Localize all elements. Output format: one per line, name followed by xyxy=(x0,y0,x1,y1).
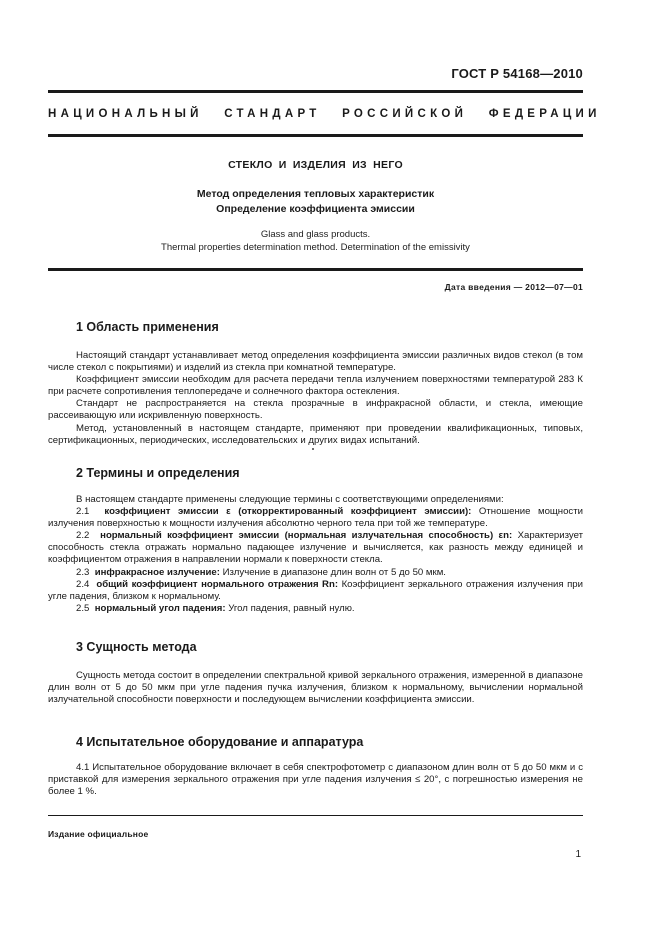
term-2-5: 2.5 нормальный угол падения: Угол падения, равный нулю. xyxy=(76,602,355,614)
section-1-heading: 1 Область применения xyxy=(76,320,219,334)
s1-paragraph-2: Коэффициент эмиссии необходим для расчета передачи тепла излучением поверхностями температурой 283 К при расчете сопротивления теплопередаче и солнечного фактора остекления. xyxy=(48,374,583,398)
s1-paragraph-3: Стандарт не распространяется на стекла прозрачные в инфракрасной области, и стекла, имеющие рассеивающую или искривленную поверхность. xyxy=(48,398,583,422)
document-number: ГОСТ Р 54168—2010 xyxy=(451,66,583,81)
term-2-3: 2.3 инфракрасное излучение: Излучение в диапазоне длин волн от 5 до 50 мкм. xyxy=(76,566,446,578)
standard-subtitle-1: Метод определения тепловых характеристик xyxy=(196,188,435,200)
s1-paragraph-1: Настоящий стандарт устанавливает метод определения коэффициента эмиссии различных видов стекол (в том числе стекол с покрытиями) и изделий из стекла при комнатной температуре. xyxy=(48,350,583,374)
introduction-date: Дата введения — 2012—07—01 xyxy=(444,282,583,292)
national-standard-banner: НАЦИОНАЛЬНЫЙ СТАНДАРТ РОССИЙСКОЙ ФЕДЕРАЦИИ xyxy=(48,108,601,120)
section-3-heading: 3 Сущность метода xyxy=(76,640,197,654)
page-number: 1 xyxy=(575,849,581,860)
header-rule xyxy=(48,90,583,93)
s1-paragraph-4: Метод, установленный в настоящем стандарте, применяют при проведении квалификационных, типовых, сертификационных, периодических, исследовательских и других видах испытаний. xyxy=(48,422,583,446)
term-2-4: 2.4 общий коэффициент нормального отражения Rn: Коэффициент зеркального отражения излучения при угле падения, близком к нормальному. xyxy=(48,578,583,602)
section-4-body xyxy=(48,762,583,798)
section-4-heading: 4 Испытательное оборудование и аппаратура xyxy=(76,735,364,749)
s3-paragraph-1: Сущность метода состоит в определении спектральной кривой зеркального отражения, измеренной в диапазоне длин волн от 5 до 50 мкм при угле падения пучка излучения, близком к нормальному, вычислении нормальной излучательной способности поверхности и последующем вычислении коэффициента эмиссии. xyxy=(48,670,583,706)
official-edition-note: Издание официальное xyxy=(48,829,149,839)
standard-subtitle-2: Определение коэффициента эмиссии xyxy=(216,203,415,215)
section-3-body xyxy=(48,670,583,706)
term-2-2: 2.2 нормальный коэффициент эмиссии (нормальная излучательная способность) εn: Характеризует способность стекла отражать нормально падающее излучение и вычисляется, как разность между единицей и коэффициентом отражения в направлении нормали к поверхности стекла. xyxy=(48,530,583,566)
footer-rule xyxy=(48,815,583,816)
banner-rule xyxy=(48,134,583,137)
term-2-1: 2.1 коэффициент эмиссии ε (откорректированный коэффициент эмиссии): Отношение мощности излучения поверхностью к мощности излучения абсолютно черного тела при той же температуре. xyxy=(48,506,583,530)
section-1-body xyxy=(48,350,583,447)
title-rule xyxy=(48,268,583,271)
section-2-heading: 2 Термины и определения xyxy=(76,466,240,480)
english-title-1: Glass and glass products. xyxy=(260,229,371,240)
s4-paragraph-1: 4.1 Испытательное оборудование включает в себя спектрофотометр с диапазоном длин волн от 5 до 50 мкм и с приставкой для измерения зеркального отражения при угле падения излучения ≤ 20°, с погрешностью измерения не более 1 %. xyxy=(48,762,583,798)
s2-intro: В настоящем стандарте применены следующие термины с соответствующими определениями: xyxy=(76,494,504,505)
stray-dot xyxy=(312,448,314,450)
section-2-body xyxy=(48,494,583,615)
standard-title: СТЕКЛО И ИЗДЕЛИЯ ИЗ НЕГО xyxy=(228,159,403,171)
english-title-2: Thermal properties determination method. Determination of the emissivity xyxy=(161,242,470,253)
